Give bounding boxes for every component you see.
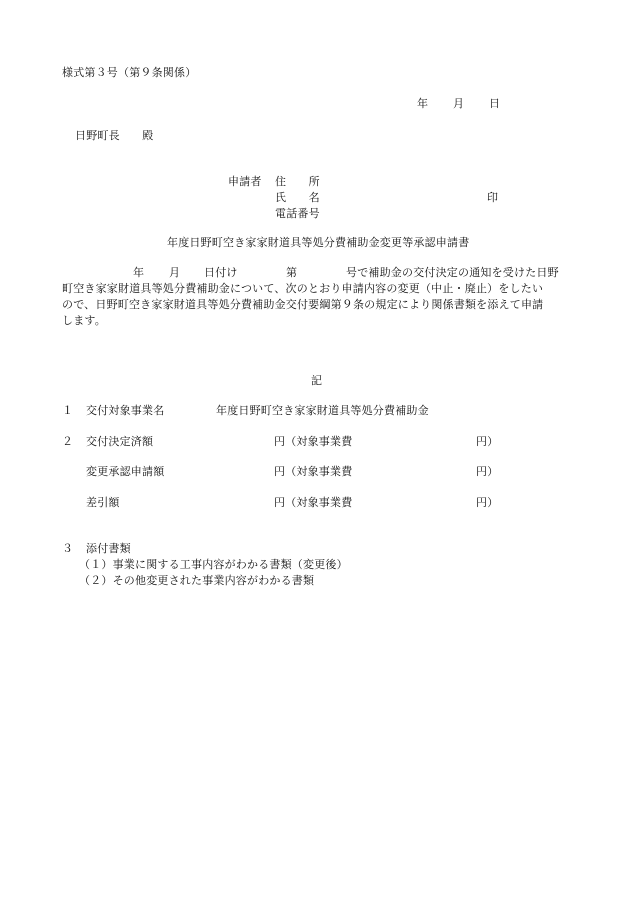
- item-2-row-yen: 円（対象事業費: [274, 465, 353, 478]
- phone-label: 電話番号: [275, 207, 320, 220]
- item-2-row-close: 円）: [476, 435, 499, 448]
- item-2-row-yen: 円（対象事業費: [274, 435, 353, 448]
- item-2-row-close: 円）: [476, 465, 499, 478]
- item-2-number: ２: [62, 435, 74, 448]
- body-year: 年: [133, 266, 145, 279]
- item-3-label: 添付書類: [86, 542, 131, 555]
- attachment-item: （２）その他変更された事業内容がわかる書類: [79, 574, 315, 587]
- body-line1-rest: 号で補助金の交付決定の通知を受けた日野: [346, 266, 559, 279]
- item-2-row-label: 変更承認申請額: [86, 465, 165, 478]
- attachment-item: （１）事業に関する工事内容がわかる書類（変更後）: [79, 558, 348, 571]
- name-label: 氏 名: [275, 191, 320, 204]
- body-line3: ので、日野町空き家家財道具等処分費補助金交付要綱第９条の規定により関係書類を添えて申請: [62, 298, 544, 311]
- item-2-row-label: 差引額: [86, 496, 120, 509]
- item-2-row-close: 円）: [476, 496, 499, 509]
- item-1-number: １: [62, 404, 74, 417]
- applicant-label: 申請者: [228, 175, 262, 188]
- item-3-number: ３: [62, 542, 74, 555]
- item-1-label: 交付対象事業名: [86, 404, 165, 417]
- addressee: 日野町長 殿: [75, 129, 154, 142]
- body-line4: します。: [62, 314, 106, 327]
- date-month: 月: [453, 97, 465, 110]
- address-label: 住 所: [275, 175, 320, 188]
- item-2-row-yen: 円（対象事業費: [274, 496, 353, 509]
- body-line2: 町空き家家財道具等処分費補助金について、次のとおり申請内容の変更（中止・廃止）をしたい: [62, 282, 544, 295]
- body-month: 月: [169, 266, 181, 279]
- document-title: 年度日野町空き家家財道具等処分費補助金変更等承認申請書: [167, 236, 470, 249]
- date-year: 年: [417, 97, 429, 110]
- form-number: 様式第３号（第９条関係）: [62, 66, 197, 79]
- body-dated: 日付け: [204, 266, 238, 279]
- item-1-value: 年度日野町空き家家財道具等処分費補助金: [216, 404, 429, 417]
- seal-mark: 印: [487, 191, 499, 204]
- body-number-prefix: 第: [286, 266, 298, 279]
- date-day: 日: [489, 97, 501, 110]
- item-2-row-label: 交付決定済額: [86, 435, 154, 448]
- ki-heading: 記: [311, 374, 323, 387]
